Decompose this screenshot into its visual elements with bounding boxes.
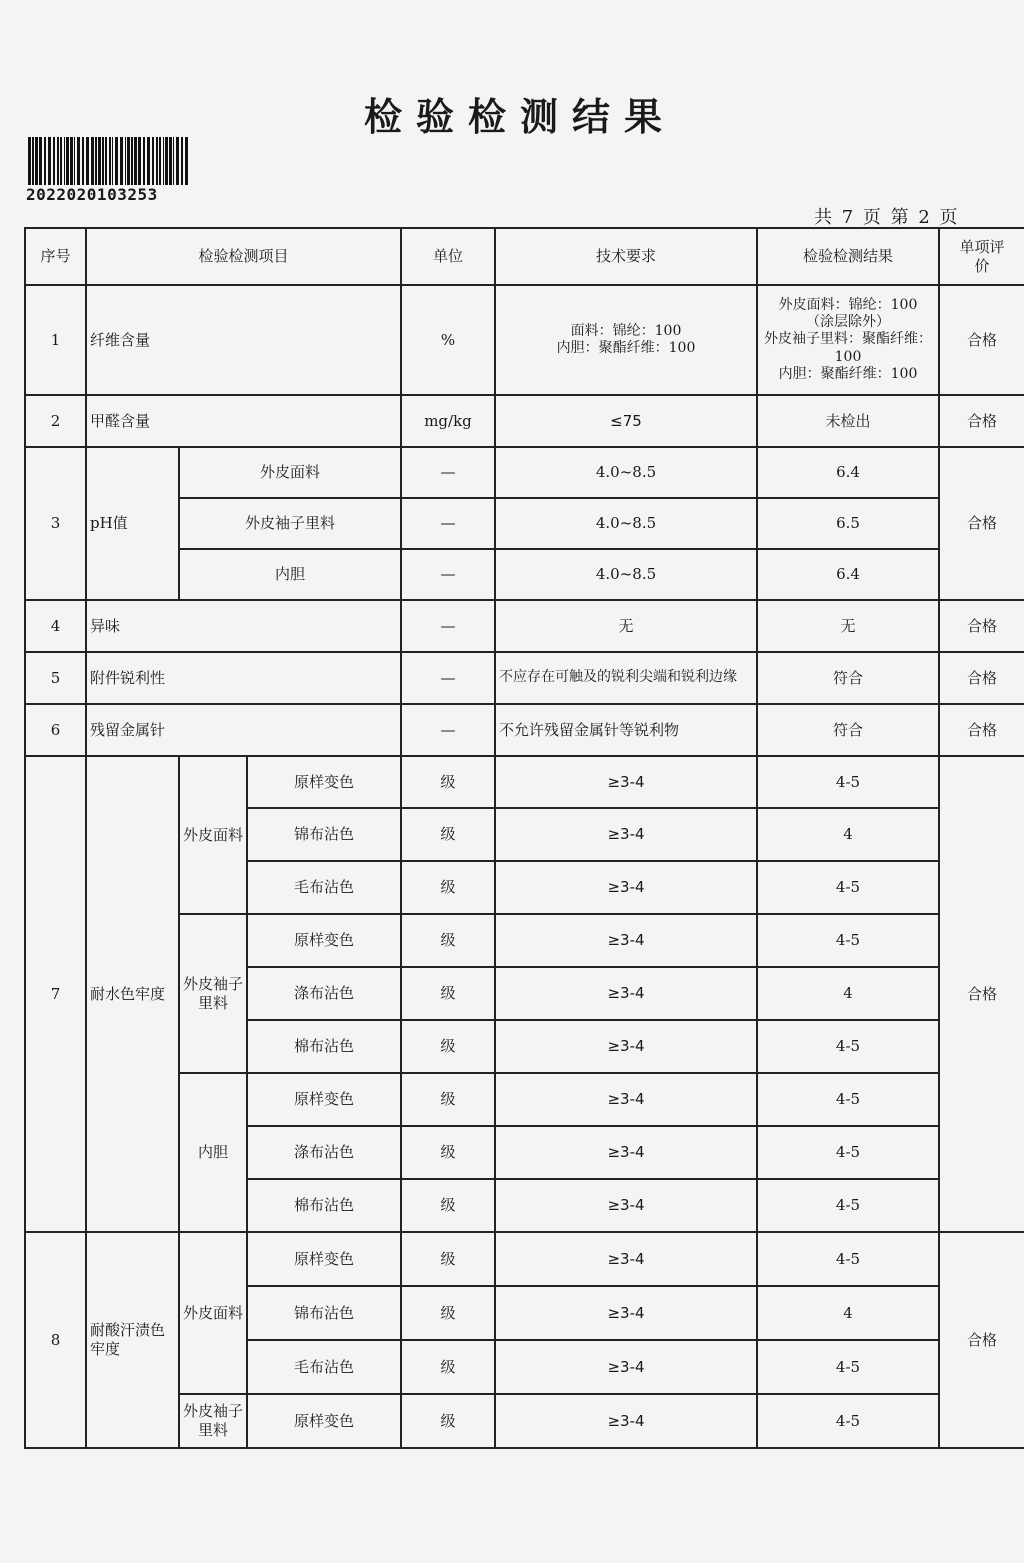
barcode-bar [138, 137, 141, 185]
unit-cell: 级 [401, 808, 495, 861]
seq-cell: 7 [25, 756, 86, 1232]
evaluation-cell: 合格 [939, 1232, 1024, 1448]
barcode-bar [152, 137, 154, 185]
unit-cell: mg/kg [401, 395, 495, 447]
barcode-graphic [28, 137, 188, 185]
sub-item-cell: 锦布沾色 [247, 1286, 401, 1340]
requirement-cell: ≥3-4 [495, 1286, 757, 1340]
header-result: 检验检测结果 [757, 228, 939, 285]
barcode-bar [91, 137, 94, 185]
table-row [25, 756, 1024, 808]
seq-cell: 5 [25, 652, 86, 704]
barcode-bar [66, 137, 69, 185]
requirement-cell: ≥3-4 [495, 1179, 757, 1232]
page-indicator: 共 7 页 第 2 页 [814, 207, 960, 228]
table-row [25, 285, 1024, 395]
result-cell: 无 [757, 600, 939, 652]
item-cell: 异味 [86, 600, 401, 652]
item-cell: 甲醛含量 [86, 395, 401, 447]
requirement-cell: ≥3-4 [495, 967, 757, 1020]
result-cell: 6.5 [757, 498, 939, 549]
result-cell: 4 [757, 1286, 939, 1340]
barcode-bar [60, 137, 62, 185]
sub-item-cell: 毛布沾色 [247, 861, 401, 914]
requirement-cell: ≤75 [495, 395, 757, 447]
barcode-bar [173, 137, 174, 185]
unit-cell: 级 [401, 1179, 495, 1232]
seq-cell: 4 [25, 600, 86, 652]
unit-cell: 级 [401, 1286, 495, 1340]
unit-cell: — [401, 498, 495, 549]
table-row [25, 447, 1024, 498]
barcode-bar [159, 137, 161, 185]
table-row [25, 395, 1024, 447]
item-cell: 纤维含量 [86, 285, 401, 395]
sub-item-cell: 原样变色 [247, 1232, 401, 1286]
requirement-cell: ≥3-4 [495, 1340, 757, 1394]
evaluation-cell: 合格 [939, 285, 1024, 395]
result-cell: 6.4 [757, 447, 939, 498]
seq-cell: 6 [25, 704, 86, 756]
unit-cell: — [401, 600, 495, 652]
unit-cell: 级 [401, 1126, 495, 1179]
result-cell: 4-5 [757, 1020, 939, 1073]
barcode-bar [120, 137, 123, 185]
group-cell: 外皮面料 [179, 756, 247, 914]
requirement-cell: ≥3-4 [495, 1126, 757, 1179]
unit-cell: 级 [401, 861, 495, 914]
group-cell: 外皮袖子里料 [179, 914, 247, 1073]
evaluation-cell: 合格 [939, 447, 1024, 600]
header-requirement: 技术要求 [495, 228, 757, 285]
unit-cell: — [401, 549, 495, 600]
seq-cell: 3 [25, 447, 86, 600]
unit-cell: 级 [401, 914, 495, 967]
barcode-bar [185, 137, 188, 185]
barcode-bar [82, 137, 84, 185]
table-row [25, 1232, 1024, 1286]
unit-cell: % [401, 285, 495, 395]
sub-item-cell: 内胆 [179, 549, 401, 600]
evaluation-cell: 合格 [939, 600, 1024, 652]
sub-item-cell: 外皮袖子里料 [179, 498, 401, 549]
requirement-cell: ≥3-4 [495, 1020, 757, 1073]
barcode-bar [57, 137, 59, 185]
barcode-bar [125, 137, 126, 185]
requirement-cell: ≥3-4 [495, 1394, 757, 1448]
seq-cell: 8 [25, 1232, 86, 1448]
table-row [25, 704, 1024, 756]
sub-item-cell: 涤布沾色 [247, 967, 401, 1020]
requirement-cell: 不允许残留金属针等锐利物 [495, 704, 757, 756]
item-cell: 耐水色牢度 [86, 756, 179, 1232]
requirement-cell: 不应存在可触及的锐利尖端和锐利边缘 [495, 652, 757, 704]
unit-cell: 级 [401, 1020, 495, 1073]
table-row [25, 600, 1024, 652]
result-cell: 4-5 [757, 914, 939, 967]
result-cell: 4 [757, 967, 939, 1020]
barcode-bar [143, 137, 145, 185]
sub-item-cell: 原样变色 [247, 756, 401, 808]
sub-item-cell: 外皮面料 [179, 447, 401, 498]
sub-item-cell: 锦布沾色 [247, 808, 401, 861]
barcode-bar [48, 137, 51, 185]
requirement-cell: 4.0~8.5 [495, 549, 757, 600]
requirement-cell: 无 [495, 600, 757, 652]
result-cell: 未检出 [757, 395, 939, 447]
sub-item-cell: 原样变色 [247, 914, 401, 967]
result-cell: 4-5 [757, 861, 939, 914]
group-cell: 外皮面料 [179, 1232, 247, 1394]
sub-item-cell: 原样变色 [247, 1394, 401, 1448]
barcode-bar [127, 137, 130, 185]
barcode-bar [112, 137, 113, 185]
result-cell: 6.4 [757, 549, 939, 600]
requirement-cell: 面料：锦纶：100 内胆：聚酯纤维：100 [495, 285, 757, 395]
header-item: 检验检测项目 [86, 228, 401, 285]
evaluation-cell: 合格 [939, 756, 1024, 1232]
group-cell: 外皮袖子里料 [179, 1394, 247, 1448]
result-cell: 4-5 [757, 1179, 939, 1232]
barcode-bar [86, 137, 89, 185]
result-cell: 4-5 [757, 1394, 939, 1448]
barcode-bar [109, 137, 111, 185]
requirement-cell: 4.0~8.5 [495, 447, 757, 498]
barcode-bar [53, 137, 55, 185]
seq-cell: 2 [25, 395, 86, 447]
seq-cell: 1 [25, 285, 86, 395]
barcode-number: 2022020103253 [26, 185, 158, 204]
result-cell: 4-5 [757, 1232, 939, 1286]
result-cell: 符合 [757, 704, 939, 756]
barcode-bar [70, 137, 73, 185]
barcode-bar [39, 137, 42, 185]
evaluation-cell: 合格 [939, 395, 1024, 447]
requirement-cell: ≥3-4 [495, 1232, 757, 1286]
unit-cell: 级 [401, 1073, 495, 1126]
barcode-bar [165, 137, 168, 185]
unit-cell: — [401, 704, 495, 756]
barcode-bar [181, 137, 183, 185]
barcode-bar [147, 137, 150, 185]
barcode-bar [44, 137, 46, 185]
table-row [25, 652, 1024, 704]
sub-item-cell: 毛布沾色 [247, 1340, 401, 1394]
evaluation-cell: 合格 [939, 704, 1024, 756]
requirement-cell: ≥3-4 [495, 861, 757, 914]
sub-item-cell: 涤布沾色 [247, 1126, 401, 1179]
header-unit: 单位 [401, 228, 495, 285]
result-cell: 符合 [757, 652, 939, 704]
barcode-bar [163, 137, 164, 185]
barcode-bar [32, 137, 34, 185]
result-cell: 4-5 [757, 1126, 939, 1179]
unit-cell: 级 [401, 967, 495, 1020]
item-cell: pH值 [86, 447, 179, 600]
requirement-cell: 4.0~8.5 [495, 498, 757, 549]
requirement-cell: ≥3-4 [495, 1073, 757, 1126]
evaluation-cell: 合格 [939, 652, 1024, 704]
result-cell: 4-5 [757, 756, 939, 808]
sub-item-cell: 原样变色 [247, 1073, 401, 1126]
header-evaluation: 单项评价 [939, 228, 1024, 285]
barcode-bar [35, 137, 38, 185]
barcode-bar [176, 137, 179, 185]
results-table [24, 227, 1024, 1449]
barcode-bar [28, 137, 31, 185]
unit-cell: 级 [401, 1232, 495, 1286]
barcode-bar [134, 137, 137, 185]
unit-cell: 级 [401, 756, 495, 808]
result-cell: 4-5 [757, 1340, 939, 1394]
table-header-row [25, 228, 1024, 285]
barcode-bar [105, 137, 107, 185]
barcode-bar [102, 137, 104, 185]
sub-item-cell: 棉布沾色 [247, 1020, 401, 1073]
barcode-bar [115, 137, 118, 185]
barcode-bar [64, 137, 65, 185]
requirement-cell: ≥3-4 [495, 756, 757, 808]
barcode-bar [74, 137, 75, 185]
barcode-bar [156, 137, 158, 185]
report-title: 检验检测结果 [363, 94, 676, 139]
barcode-bar [98, 137, 101, 185]
requirement-cell: ≥3-4 [495, 914, 757, 967]
result-cell: 4-5 [757, 1073, 939, 1126]
requirement-cell: ≥3-4 [495, 808, 757, 861]
unit-cell: — [401, 652, 495, 704]
barcode-bar [95, 137, 97, 185]
unit-cell: — [401, 447, 495, 498]
sub-item-cell: 棉布沾色 [247, 1179, 401, 1232]
result-cell: 4 [757, 808, 939, 861]
unit-cell: 级 [401, 1340, 495, 1394]
item-cell: 残留金属针 [86, 704, 401, 756]
unit-cell: 级 [401, 1394, 495, 1448]
item-cell: 耐酸汗渍色牢度 [86, 1232, 179, 1448]
header-seq: 序号 [25, 228, 86, 285]
group-cell: 内胆 [179, 1073, 247, 1232]
barcode-bar [131, 137, 133, 185]
barcode-bar [77, 137, 80, 185]
item-cell: 附件锐利性 [86, 652, 401, 704]
barcode-bar [169, 137, 172, 185]
result-cell: 外皮面料：锦纶：100 （涂层除外） 外皮袖子里料：聚酯纤维：100 内胆：聚酯纤维：100 [757, 285, 939, 395]
